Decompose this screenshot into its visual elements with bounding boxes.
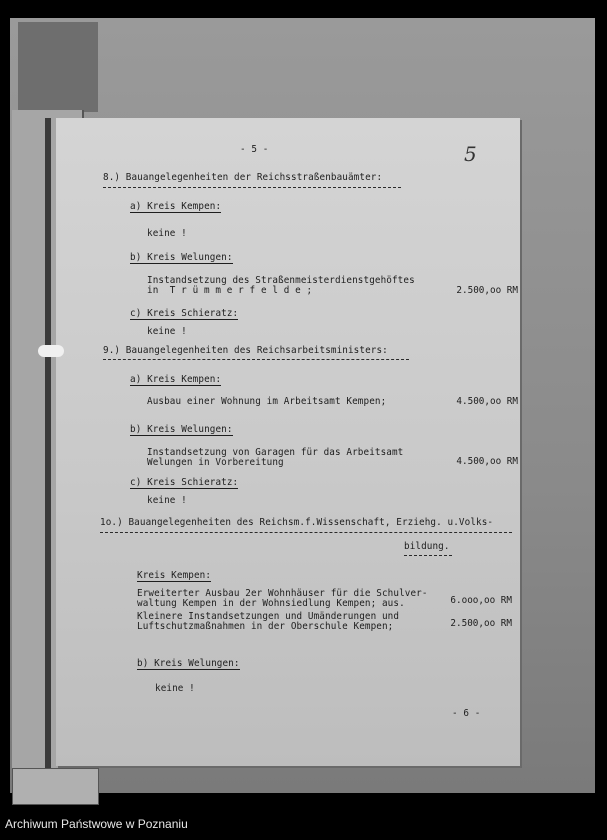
- document-page: [56, 118, 520, 766]
- section-10-rule: [100, 532, 512, 533]
- section-9-a-label: a) Kreis Kempen:: [130, 374, 222, 385]
- section-9-c-text: keine !: [147, 495, 187, 506]
- section-10-b-label: b) Kreis Welungen:: [137, 658, 240, 669]
- binder-clip: [38, 345, 64, 357]
- section-8-heading: 8.) Bauangelegenheiten der Reichsstraßenbauämter:: [103, 172, 383, 183]
- section-10-a-amount-1: 6.ooo,oo RM: [450, 595, 512, 606]
- section-8-b-text-1: Instandsetzung des Straßenmeisterdienstgehöftes: [147, 275, 415, 286]
- section-10-a-text-2: waltung Kempen in der Wohnsiedlung Kempen; aus.: [137, 598, 405, 609]
- page-number-bottom: - 6 -: [452, 708, 481, 719]
- section-8-a-label: a) Kreis Kempen:: [130, 201, 222, 212]
- section-9-a-text: Ausbau einer Wohnung im Arbeitsamt Kempen;: [147, 396, 387, 407]
- bottom-strip: [12, 768, 99, 805]
- binder-spine: [45, 118, 51, 768]
- section-8-b-amount: 2.500,oo RM: [456, 285, 518, 296]
- section-9-b-label: b) Kreis Welungen:: [130, 424, 233, 435]
- section-10-rule-2: [404, 555, 452, 556]
- section-9-b-amount: 4.500,oo RM: [456, 456, 518, 467]
- section-10-a-text-4: Luftschutzmaßnahmen in der Oberschule Kempen;: [137, 621, 394, 632]
- section-8-b-text-2: in T r ü m m e r f e l d e ;: [147, 285, 313, 296]
- page-number-top: - 5 -: [240, 144, 269, 155]
- section-10-a-label: Kreis Kempen:: [137, 570, 212, 581]
- handwritten-page-number: 5: [464, 142, 477, 166]
- archive-footer: [0, 808, 607, 840]
- section-9-c-label: c) Kreis Schieratz:: [130, 477, 239, 488]
- section-10-heading-cont: bildung.: [404, 541, 450, 552]
- section-10-a-text-1: Erweiterter Ausbau 2er Wohnhäuser für die Schulver-: [137, 588, 428, 599]
- section-10-b-text: keine !: [155, 683, 195, 694]
- section-10-a-amount-2: 2.500,oo RM: [450, 618, 512, 629]
- section-8-b-label: b) Kreis Welungen:: [130, 252, 233, 263]
- section-9-heading: 9.) Bauangelegenheiten des Reichsarbeitsministers:: [103, 345, 388, 356]
- section-8-rule: [103, 187, 401, 188]
- section-9-b-text-2: Welungen in Vorbereitung: [147, 457, 284, 468]
- archive-name: Archiwum Państwowe w Poznaniu: [5, 817, 188, 831]
- section-10-heading: 1o.) Bauangelegenheiten des Reichsm.f.Wissenschaft, Erziehg. u.Volks-: [100, 517, 494, 528]
- section-8-c-text: keine !: [147, 326, 187, 337]
- section-9-b-text-1: Instandsetzung von Garagen für das Arbeitsamt: [147, 447, 404, 458]
- section-8-c-label: c) Kreis Schieratz:: [130, 308, 239, 319]
- section-9-a-amount: 4.500,oo RM: [456, 396, 518, 407]
- backing-shadow: [18, 22, 98, 112]
- section-8-a-text: keine !: [147, 228, 187, 239]
- section-10-a-text-3: Kleinere Instandsetzungen und Umänderungen und: [137, 611, 400, 622]
- section-9-rule: [103, 359, 409, 360]
